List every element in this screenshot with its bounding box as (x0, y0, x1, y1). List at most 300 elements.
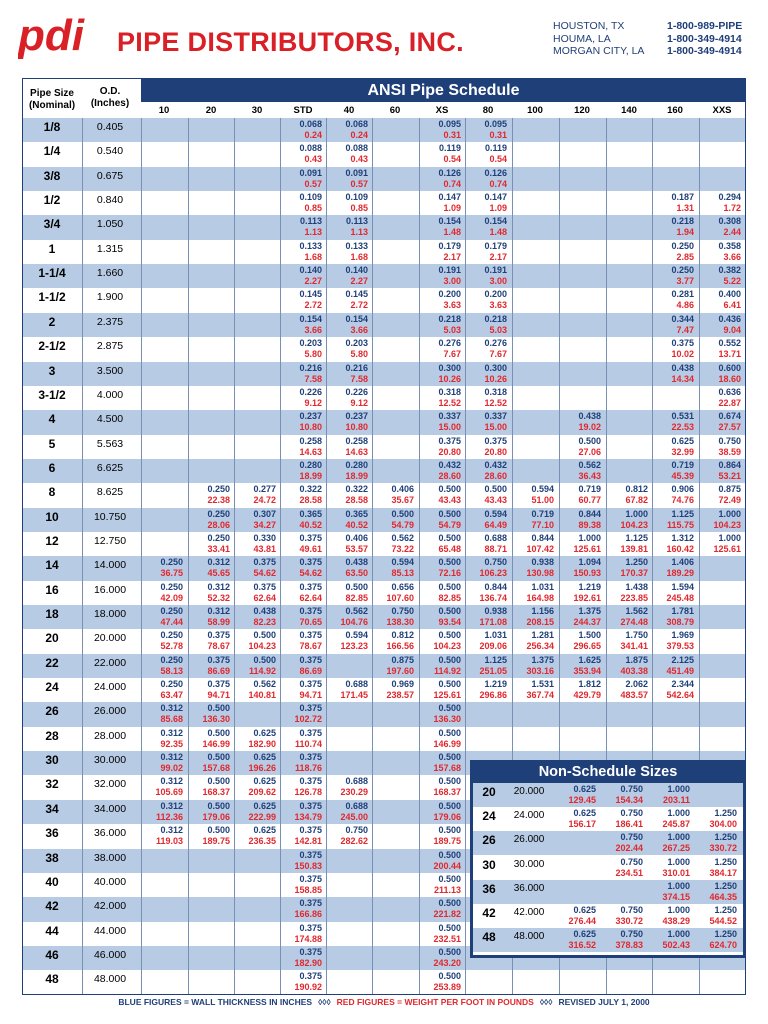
wall-thickness: 0.187 (671, 192, 694, 203)
wall-thickness: 1.531 (531, 679, 554, 690)
weight-per-foot: 238.57 (386, 690, 414, 701)
weight-per-foot: 28.58 (299, 495, 322, 506)
weight-per-foot: 28.58 (345, 495, 368, 506)
wall-thickness: 0.636 (718, 386, 741, 397)
weight-per-foot: 22.87 (718, 397, 741, 408)
wall-thickness: 0.147 (484, 192, 507, 203)
weight-per-foot: 134.79 (294, 811, 322, 822)
wall-thickness: 0.312 (160, 752, 183, 763)
pipe-size: 26 (482, 833, 496, 848)
weight-per-foot: 1.48 (489, 227, 507, 238)
wall-thickness: 0.500 (438, 679, 461, 690)
weight-per-foot: 43.43 (438, 495, 461, 506)
wall-thickness: 0.688 (345, 800, 368, 811)
weight-per-foot: 157.68 (433, 763, 461, 774)
pipe-size: 3 (48, 363, 56, 378)
wall-thickness: 1.000 (625, 508, 648, 519)
pipe-size: 1-1/4 (38, 266, 66, 281)
table-title: ANSI Pipe Schedule (141, 79, 746, 102)
wall-thickness: 0.500 (438, 898, 461, 909)
wall-thickness: 0.400 (718, 289, 741, 300)
wall-thickness: 0.095 (438, 119, 461, 129)
wall-thickness: 0.750 (620, 905, 643, 915)
outer-diameter: 18.000 (93, 608, 127, 620)
wall-thickness: 0.438 (253, 606, 276, 616)
weight-per-foot: 45.39 (671, 470, 694, 481)
wall-thickness: 0.500 (207, 703, 230, 714)
weight-per-foot: 93.54 (438, 617, 461, 627)
weight-per-foot: 182.90 (294, 957, 322, 968)
outer-diameter: 20.000 (513, 786, 545, 797)
pipe-size: 1/4 (43, 144, 61, 159)
weight-per-foot: 140.81 (248, 690, 276, 701)
outer-diameter: 2.375 (96, 315, 124, 328)
pipe-size: 2 (48, 314, 56, 329)
wall-thickness: 0.375 (299, 825, 322, 836)
wall-thickness: 1.438 (625, 581, 648, 592)
weight-per-foot: 10.26 (438, 373, 461, 384)
outer-diameter: 3.500 (96, 364, 124, 377)
weight-per-foot: 384.17 (709, 867, 737, 878)
wall-thickness: 0.562 (578, 459, 601, 470)
weight-per-foot: 316.52 (568, 940, 596, 951)
wall-thickness: 0.500 (438, 825, 461, 836)
weight-per-foot: 28.60 (438, 470, 461, 481)
wall-thickness: 1.000 (667, 880, 690, 891)
wall-thickness: 0.812 (391, 630, 414, 641)
wall-thickness: 0.312 (160, 703, 183, 714)
outer-diameter: 46.000 (93, 948, 127, 961)
wall-thickness: 0.875 (718, 484, 741, 495)
wall-thickness: 2.125 (671, 654, 694, 665)
wall-thickness: 0.307 (253, 508, 276, 519)
wall-thickness: 1.625 (578, 654, 601, 665)
weight-per-foot: 150.83 (294, 860, 322, 871)
weight-per-foot: 0.57 (304, 178, 322, 189)
weight-per-foot: 10.02 (671, 349, 694, 360)
wall-thickness: 0.126 (438, 167, 461, 178)
wall-thickness: 0.140 (345, 265, 368, 276)
wall-thickness: 0.375 (299, 606, 322, 616)
weight-per-foot: 1.48 (443, 227, 461, 238)
wall-thickness: 0.500 (207, 776, 230, 787)
wall-thickness: 0.844 (531, 532, 554, 543)
weight-per-foot: 40.52 (345, 519, 368, 530)
wall-thickness: 0.500 (207, 825, 230, 836)
wall-thickness: 0.625 (573, 808, 596, 819)
wall-thickness: 0.218 (438, 313, 461, 324)
weight-per-foot: 303.16 (526, 665, 554, 676)
wall-thickness: 0.280 (345, 459, 368, 470)
wall-thickness: 0.258 (299, 435, 322, 446)
wall-thickness: 0.625 (573, 905, 596, 915)
header-line: (Nominal) (28, 100, 76, 111)
pipe-size: 1/2 (43, 193, 61, 208)
weight-per-foot: 82.23 (253, 617, 276, 627)
weight-per-foot: 502.43 (662, 940, 690, 951)
wall-thickness: 0.750 (391, 606, 414, 616)
weight-per-foot: 85.13 (391, 568, 414, 579)
wall-thickness: 0.218 (671, 216, 694, 227)
weight-per-foot: 253.89 (433, 982, 461, 993)
weight-per-foot: 12.52 (438, 397, 461, 408)
weight-per-foot: 34.27 (253, 519, 276, 530)
wall-thickness: 0.140 (299, 265, 322, 276)
wall-thickness: 0.068 (345, 119, 368, 129)
wall-thickness: 0.250 (160, 557, 183, 568)
wall-thickness: 0.432 (484, 459, 507, 470)
weight-per-foot: 22.53 (671, 422, 694, 433)
weight-per-foot: 208.15 (526, 617, 554, 627)
weight-per-foot: 179.06 (202, 811, 230, 822)
schedule-header-100: 100 (527, 105, 543, 116)
wall-thickness: 0.375 (299, 873, 322, 884)
weight-per-foot: 146.99 (433, 738, 461, 749)
weight-per-foot: 0.54 (443, 154, 461, 165)
weight-per-foot: 168.37 (433, 787, 461, 798)
wall-thickness: 1.000 (718, 508, 741, 519)
wall-thickness: 0.406 (345, 532, 368, 543)
wall-thickness: 1.375 (531, 654, 554, 665)
wall-thickness: 0.500 (578, 435, 601, 446)
wall-thickness: 0.154 (438, 216, 461, 227)
wall-thickness: 0.308 (718, 216, 741, 227)
weight-per-foot: 1.09 (489, 203, 507, 214)
outer-diameter: 0.675 (96, 169, 124, 182)
weight-per-foot: 65.48 (438, 543, 461, 554)
schedule-header-140: 140 (621, 105, 637, 116)
wall-thickness: 1.031 (484, 630, 507, 641)
wall-thickness: 0.375 (299, 703, 322, 714)
weight-per-foot: 78.67 (207, 641, 230, 652)
weight-per-foot: 99.02 (160, 763, 183, 774)
wall-thickness: 0.375 (207, 654, 230, 665)
pipe-size: 34 (45, 801, 59, 816)
phones-list (667, 20, 742, 58)
schedule-header-std: STD (293, 105, 313, 116)
weight-per-foot: 1.13 (350, 227, 368, 238)
pipe-size: 20 (482, 785, 496, 799)
wall-thickness: 1.781 (671, 606, 694, 616)
weight-per-foot: 72.16 (438, 568, 461, 579)
weight-per-foot: 119.03 (155, 836, 183, 847)
weight-per-foot: 3.00 (443, 276, 461, 287)
pipe-size: 42 (482, 906, 496, 920)
wall-thickness: 0.154 (484, 216, 507, 227)
weight-per-foot: 82.85 (345, 592, 368, 603)
wall-thickness: 0.500 (207, 800, 230, 811)
weight-per-foot: 2.72 (304, 300, 322, 311)
wall-thickness: 0.438 (671, 362, 694, 373)
weight-per-foot: 36.43 (578, 470, 601, 481)
outer-diameter: 36.000 (513, 882, 545, 894)
weight-per-foot: 77.10 (531, 519, 554, 530)
weight-per-foot: 542.64 (666, 690, 694, 701)
wall-thickness: 1.969 (671, 630, 694, 641)
wall-thickness: 1.250 (714, 832, 737, 843)
wall-thickness: 1.406 (671, 557, 694, 568)
wall-thickness: 0.500 (438, 849, 461, 860)
wall-thickness: 0.875 (391, 654, 414, 665)
weight-per-foot: 157.68 (202, 763, 230, 774)
wall-thickness: 0.250 (207, 484, 230, 495)
wall-thickness: 0.318 (438, 386, 461, 397)
wall-thickness: 0.625 (253, 825, 276, 836)
weight-per-foot: 451.49 (666, 665, 694, 676)
weight-per-foot: 232.51 (433, 933, 461, 944)
wall-thickness: 0.500 (391, 508, 414, 519)
weight-per-foot: 3.66 (723, 251, 741, 262)
weight-per-foot: 27.06 (578, 446, 601, 457)
wall-thickness: 0.500 (438, 946, 461, 957)
weight-per-foot: 136.30 (433, 714, 461, 725)
weight-per-foot: 20.80 (484, 446, 507, 457)
weight-per-foot: 202.44 (615, 843, 643, 854)
wall-thickness: 0.294 (718, 192, 741, 203)
wall-thickness: 0.594 (484, 508, 507, 519)
outer-diameter: 0.405 (96, 121, 124, 133)
wall-thickness: 0.625 (573, 929, 596, 940)
wall-thickness: 0.500 (438, 484, 461, 495)
wall-thickness: 0.203 (345, 338, 368, 349)
weight-per-foot: 186.41 (615, 819, 643, 830)
pipe-size: 22 (45, 655, 59, 670)
weight-per-foot: 136.74 (479, 592, 507, 603)
weight-per-foot: 14.34 (671, 373, 694, 384)
wall-thickness: 0.531 (671, 411, 694, 422)
outer-diameter: 1.900 (96, 291, 124, 304)
pipe-size: 18 (45, 607, 59, 621)
wall-thickness: 0.216 (345, 362, 368, 373)
pipe-size: 40 (45, 874, 59, 889)
wall-thickness: 0.594 (391, 557, 414, 568)
schedule-header-120: 120 (574, 105, 590, 116)
legend-red: RED FIGURES = WEIGHT PER FOOT IN POUNDS (336, 997, 534, 1007)
wall-thickness: 0.281 (671, 289, 694, 300)
wall-thickness: 0.375 (253, 581, 276, 592)
wall-thickness: 0.500 (438, 971, 461, 982)
wall-thickness: 0.133 (345, 240, 368, 251)
wall-thickness: 1.000 (667, 929, 690, 940)
wall-thickness: 0.500 (484, 484, 507, 495)
wall-thickness: 0.864 (718, 459, 741, 470)
weight-per-foot: 43.81 (253, 543, 276, 554)
weight-per-foot: 15.00 (484, 422, 507, 433)
pipe-size: 16 (45, 582, 59, 597)
weight-per-foot: 107.60 (386, 592, 414, 603)
wall-thickness: 0.500 (207, 727, 230, 738)
weight-per-foot: 182.90 (248, 738, 276, 749)
weight-per-foot: 146.99 (202, 738, 230, 749)
weight-per-foot: 10.80 (299, 422, 322, 433)
weight-per-foot: 27.57 (718, 422, 741, 433)
phone-number: 1-800-349-4914 (667, 32, 742, 45)
weight-per-foot: 236.35 (248, 836, 276, 847)
wall-thickness: 0.500 (438, 776, 461, 787)
outer-diameter: 32.000 (93, 778, 127, 791)
wall-thickness: 1.250 (714, 808, 737, 819)
weight-per-foot: 0.74 (489, 178, 507, 189)
weight-per-foot: 86.69 (207, 665, 230, 676)
weight-per-foot: 308.79 (666, 617, 694, 627)
city: HOUSTON, TX (553, 20, 625, 32)
weight-per-foot: 6.41 (723, 300, 741, 311)
wall-thickness: 0.091 (299, 167, 322, 178)
weight-per-foot: 234.51 (615, 867, 643, 878)
wall-thickness: 0.625 (253, 800, 276, 811)
weight-per-foot: 45.65 (207, 568, 230, 579)
wall-thickness: 0.322 (345, 484, 368, 495)
outer-diameter: 1.315 (96, 242, 124, 255)
wall-thickness: 0.938 (531, 557, 554, 568)
weight-per-foot: 203.11 (662, 795, 690, 805)
pipe-size: 1-1/2 (38, 290, 66, 305)
weight-per-foot: 88.71 (484, 543, 507, 554)
header-line: O.D. (99, 86, 121, 97)
weight-per-foot: 52.32 (207, 592, 230, 603)
weight-per-foot: 296.65 (573, 641, 601, 652)
outer-diameter: 16.000 (93, 583, 127, 596)
header-line: Pipe Size (30, 88, 74, 99)
wall-thickness: 0.375 (207, 679, 230, 690)
weight-per-foot: 125.61 (713, 543, 741, 554)
weight-per-foot: 53.21 (718, 470, 741, 481)
wall-thickness: 0.969 (391, 679, 414, 690)
weight-per-foot: 14.63 (345, 446, 368, 457)
pipe-size: 6 (48, 460, 56, 475)
wall-thickness: 0.562 (391, 532, 414, 543)
wall-thickness: 0.625 (253, 776, 276, 787)
outer-diameter: 30.000 (93, 754, 127, 767)
pipe-size: 24 (45, 680, 59, 695)
wall-thickness: 0.250 (671, 265, 694, 276)
wall-thickness: 1.562 (625, 606, 648, 616)
wall-thickness: 0.500 (345, 581, 368, 592)
weight-per-foot: 256.34 (526, 641, 554, 652)
wall-thickness: 0.375 (207, 630, 230, 641)
wall-thickness: 0.145 (299, 289, 322, 300)
outer-diameter: 1.050 (96, 218, 124, 231)
weight-per-foot: 166.56 (386, 641, 414, 652)
weight-per-foot: 63.50 (345, 568, 368, 579)
wall-thickness: 1.000 (667, 832, 690, 843)
header-line: (Inches) (90, 98, 130, 109)
pipe-size: 44 (45, 923, 59, 938)
pipe-size: 8 (48, 485, 56, 500)
pipe-size: 1 (48, 241, 56, 256)
schedule-header-40: 40 (343, 105, 355, 116)
weight-per-foot: 0.85 (350, 203, 368, 214)
wall-thickness: 1.250 (714, 880, 737, 891)
wall-thickness: 0.750 (620, 929, 643, 940)
wall-thickness: 0.237 (345, 411, 368, 422)
pipe-size: 2-1/2 (38, 339, 66, 354)
wall-thickness: 0.312 (160, 776, 183, 787)
weight-per-foot: 244.37 (573, 617, 601, 627)
legend-blue: BLUE FIGURES = WALL THICKNESS IN INCHES (118, 997, 313, 1007)
weight-per-foot: 4.86 (676, 300, 694, 311)
weight-per-foot: 438.29 (662, 916, 690, 926)
wall-thickness: 1.000 (578, 532, 601, 543)
weight-per-foot: 3.63 (489, 300, 507, 311)
weight-per-foot: 54.79 (438, 519, 461, 530)
weight-per-foot: 126.78 (294, 787, 322, 798)
wall-thickness: 0.375 (299, 776, 322, 787)
weight-per-foot: 38.59 (718, 446, 741, 457)
wall-thickness: 0.812 (625, 484, 648, 495)
weight-per-foot: 3.66 (350, 324, 368, 335)
wall-thickness: 1.031 (531, 581, 554, 592)
wall-thickness: 0.088 (345, 143, 368, 154)
wall-thickness: 0.344 (671, 313, 694, 324)
outer-diameter: 4.000 (96, 388, 124, 401)
weight-per-foot: 36.75 (160, 568, 183, 579)
wall-thickness: 0.365 (299, 508, 322, 519)
weight-per-foot: 341.41 (620, 641, 648, 652)
outer-diameter: 42.000 (513, 907, 545, 918)
weight-per-foot: 67.82 (625, 495, 648, 506)
wall-thickness: 0.250 (671, 240, 694, 251)
wall-thickness: 0.375 (299, 922, 322, 933)
wall-thickness: 0.322 (299, 484, 322, 495)
weight-per-foot: 51.00 (531, 495, 554, 506)
wall-thickness: 0.358 (718, 240, 741, 251)
wall-thickness: 1.750 (625, 630, 648, 641)
wall-thickness: 0.191 (484, 265, 507, 276)
weight-per-foot: 2.72 (350, 300, 368, 311)
weight-per-foot: 464.35 (709, 891, 737, 902)
wall-thickness: 0.500 (438, 508, 461, 519)
wall-thickness: 0.500 (438, 800, 461, 811)
weight-per-foot: 2.17 (443, 251, 461, 262)
wall-thickness: 0.375 (299, 727, 322, 738)
wall-thickness: 0.375 (438, 435, 461, 446)
weight-per-foot: 243.20 (433, 957, 461, 968)
wall-thickness: 1.281 (531, 630, 554, 641)
wall-thickness: 0.091 (345, 167, 368, 178)
weight-per-foot: 0.31 (489, 130, 507, 140)
wall-thickness: 2.062 (625, 679, 648, 690)
weight-per-foot: 130.98 (526, 568, 554, 579)
weight-per-foot: 209.62 (248, 787, 276, 798)
pipe-size: 4 (48, 412, 56, 427)
weight-per-foot: 110.74 (294, 738, 322, 749)
wall-thickness: 1.125 (625, 532, 648, 543)
weight-per-foot: 160.42 (666, 543, 694, 554)
weight-per-foot: 12.52 (484, 397, 507, 408)
weight-per-foot: 171.45 (340, 690, 368, 701)
wall-thickness: 0.375 (299, 679, 322, 690)
pipe-size: 14 (45, 558, 59, 573)
pipe-size: 20 (45, 631, 59, 646)
weight-per-foot: 104.23 (433, 641, 461, 652)
weight-per-foot: 310.01 (662, 867, 690, 878)
weight-per-foot: 223.85 (620, 592, 648, 603)
wall-thickness: 0.688 (345, 776, 368, 787)
weight-per-foot: 1.13 (304, 227, 322, 238)
wall-thickness: 0.375 (299, 898, 322, 909)
wall-thickness: 0.119 (484, 143, 507, 154)
weight-per-foot: 104.23 (713, 519, 741, 530)
wall-thickness: 0.375 (299, 557, 322, 568)
wall-thickness: 0.312 (160, 825, 183, 836)
wall-thickness: 0.750 (620, 856, 643, 867)
wall-thickness: 0.318 (484, 386, 507, 397)
weight-per-foot: 267.25 (662, 843, 690, 854)
weight-per-foot: 429.79 (573, 690, 601, 701)
weight-per-foot: 138.30 (386, 617, 414, 627)
revised-date: REVISED JULY 1, 2000 (558, 997, 650, 1007)
